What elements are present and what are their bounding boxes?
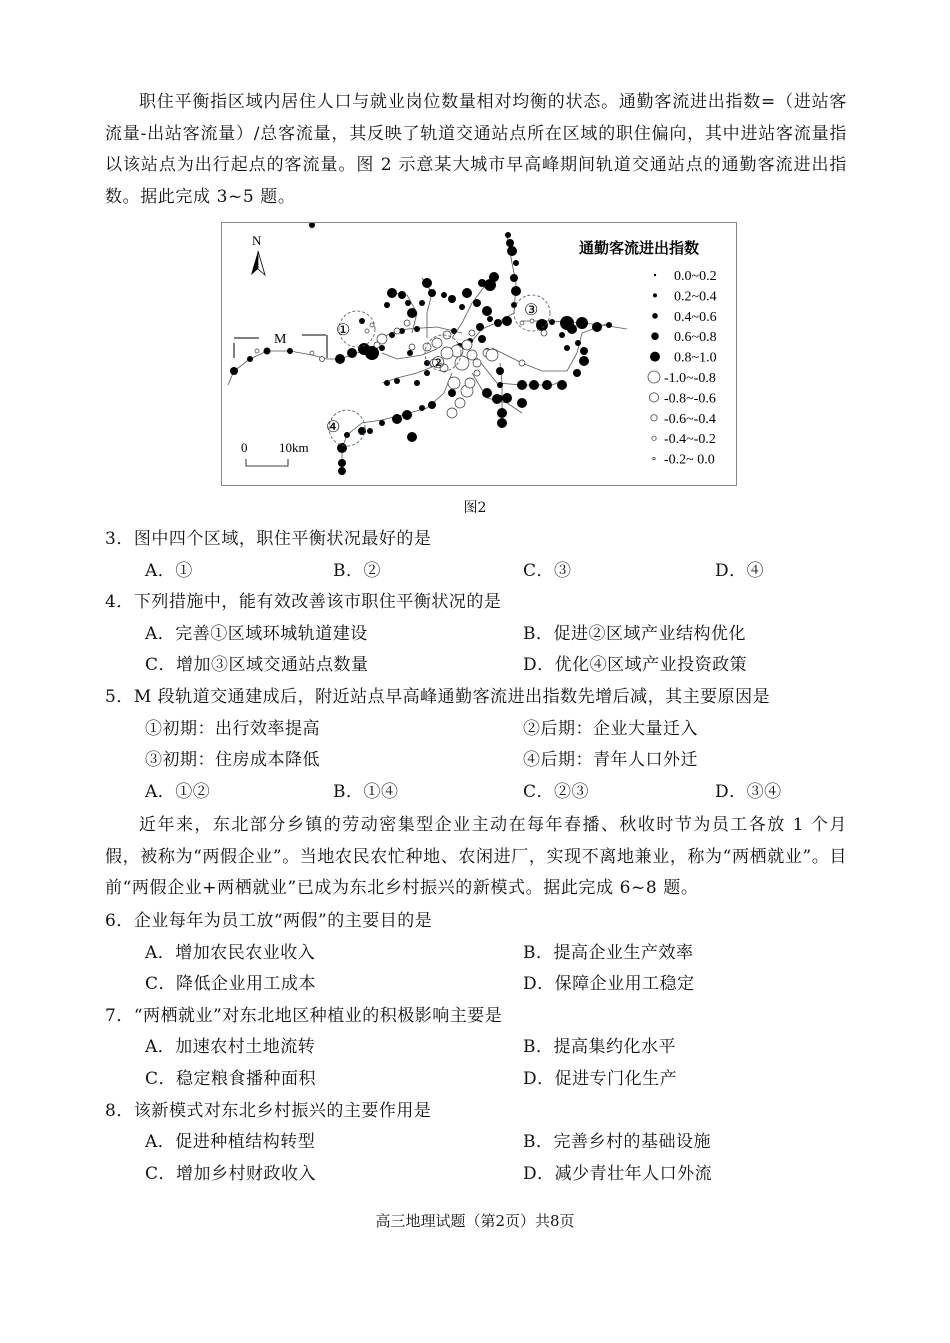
- answer-option[interactable]: B．提高企业生产效率: [523, 942, 694, 963]
- legend-marker: [653, 457, 655, 459]
- north-label: N: [252, 233, 262, 248]
- legend-label: -1.0~-0.8: [664, 371, 716, 386]
- station-positive: [576, 317, 588, 329]
- station-positive: [359, 318, 365, 324]
- station-positive: [287, 348, 293, 354]
- legend-label: 0.8~1.0: [674, 350, 717, 366]
- station-negative: [409, 344, 415, 350]
- station-negative: [467, 350, 477, 360]
- page-footer: 高三地理试题（第2页）共8页: [375, 1212, 575, 1230]
- legend-marker: [653, 293, 657, 297]
- station-positive: [510, 274, 518, 282]
- station-positive: [309, 223, 315, 228]
- station-positive: [494, 319, 502, 327]
- station-positive: [575, 340, 581, 346]
- station-positive: [451, 328, 457, 334]
- station-positive: [394, 378, 400, 384]
- station-negative: [310, 351, 314, 355]
- station-positive: [497, 382, 503, 388]
- station-positive: [367, 428, 373, 434]
- answer-option[interactable]: C．③: [523, 560, 572, 581]
- question-stem: 5．M 段轨道交通建成后，附近站点早高峰通勤客流进出指数先增后减，其主要原因是: [105, 687, 771, 707]
- station-positive: [335, 354, 345, 364]
- station-positive: [507, 246, 517, 256]
- legend-marker: [648, 371, 660, 383]
- station-negative: [469, 330, 475, 336]
- station-negative: [474, 370, 480, 376]
- station-negative: [455, 356, 469, 370]
- station-positive: [448, 389, 456, 397]
- station-positive: [478, 279, 486, 287]
- station-positive: [414, 380, 420, 386]
- passage-2: 近年来，东北部分乡镇的劳动密集型企业主动在每年春播、秋收时节为员工各放 1 个月假，被称为“两假企业”。当地农民农忙种地、农闲进厂，实现不离地兼业，称为“两栖就业”。目前“两假企业+两栖就业”已成为东北乡村振兴的新模式。据此完成 6~8 题。: [105, 815, 847, 899]
- answer-option[interactable]: C．稳定粮食播种面积: [145, 1069, 317, 1089]
- legend-marker: [652, 313, 658, 319]
- answer-option[interactable]: A．促进种植结构转型: [145, 1132, 316, 1153]
- station-positive: [405, 300, 411, 306]
- station-positive: [517, 380, 527, 390]
- station-positive: [230, 367, 238, 375]
- station-positive: [338, 459, 346, 467]
- question-stem: 4．下列措施中，能有效改善该市职住平衡状况的是: [105, 592, 502, 613]
- answer-option[interactable]: B．完善乡村的基础设施: [523, 1132, 711, 1153]
- station-positive: [478, 335, 486, 343]
- svg-text:0: 0: [241, 440, 248, 455]
- station-positive: [567, 324, 577, 334]
- station-positive: [511, 302, 517, 308]
- figure-caption: 图2: [463, 500, 487, 516]
- station-positive: [407, 350, 413, 356]
- station-positive: [564, 345, 570, 351]
- answer-option[interactable]: A．完善①区域环城轨道建设: [145, 623, 368, 644]
- station-positive: [579, 356, 589, 366]
- station-positive: [247, 356, 253, 362]
- station-positive: [344, 432, 350, 438]
- legend-marker: [652, 436, 656, 440]
- legend-title: 通勤客流进出指数: [579, 241, 700, 257]
- north-arrow: [251, 233, 265, 275]
- station-positive: [549, 319, 555, 325]
- answer-option[interactable]: A．①②: [145, 781, 211, 802]
- station-positive: [476, 323, 484, 331]
- station-positive: [407, 308, 417, 318]
- station-positive: [398, 291, 406, 299]
- legend: [579, 239, 717, 468]
- legend-marker: [650, 352, 660, 362]
- statement: ①初期：出行效率提高: [145, 718, 320, 739]
- station-positive: [419, 300, 425, 306]
- station-negative: [486, 349, 498, 361]
- station-positive: [517, 398, 527, 408]
- segment-m-label: M: [274, 332, 287, 347]
- zone-4-label: ④: [326, 419, 341, 436]
- station-positive: [606, 322, 612, 328]
- station-negative: [394, 328, 400, 334]
- station-negative: [530, 319, 534, 323]
- station-negative: [462, 340, 472, 350]
- station-positive: [542, 380, 552, 390]
- station-negative: [473, 359, 481, 367]
- station-positive: [414, 326, 420, 332]
- svg-text:10km: 10km: [279, 440, 309, 455]
- station-positive: [419, 405, 425, 411]
- station-positive: [482, 388, 492, 398]
- answer-option[interactable]: B．①④: [333, 781, 399, 802]
- statement: ②后期：企业大量迁入: [523, 718, 698, 739]
- station-positive: [573, 369, 581, 377]
- station-positive: [536, 319, 548, 331]
- station-positive: [402, 410, 412, 420]
- station-negative: [404, 320, 410, 326]
- station-positive: [384, 302, 390, 308]
- statement: ④后期：青年人口外迁: [523, 750, 698, 771]
- answer-option[interactable]: C．增加乡村财政收入: [145, 1163, 317, 1184]
- station-positive: [407, 432, 417, 442]
- station-positive: [511, 286, 521, 296]
- station-positive: [580, 347, 588, 355]
- zone-1-label: ①: [336, 322, 351, 339]
- station-positive: [448, 295, 456, 303]
- rail-station-map: [222, 223, 736, 485]
- station-negative: [520, 321, 524, 325]
- station-positive: [424, 370, 430, 376]
- station-negative: [455, 398, 465, 408]
- station-positive: [513, 260, 519, 266]
- answer-option[interactable]: D．保障企业用工稳定: [523, 974, 695, 995]
- station-positive: [389, 332, 395, 338]
- answer-option[interactable]: D．促进专门化生产: [523, 1069, 678, 1089]
- answer-option[interactable]: C．增加③区域交通站点数量: [145, 655, 369, 676]
- answer-option[interactable]: A．增加农民农业收入: [145, 942, 316, 963]
- station-negative: [365, 329, 369, 333]
- station-positive: [492, 394, 502, 404]
- question-stem: 7．“两栖就业”对东北地区种植业的积极影响主要是: [105, 1005, 503, 1026]
- station-positive: [489, 272, 499, 282]
- answer-option[interactable]: D．④: [715, 560, 765, 581]
- station-positive: [487, 316, 493, 322]
- station-positive: [459, 304, 465, 310]
- station-positive: [497, 408, 507, 418]
- legend-label: -0.8~-0.6: [664, 391, 716, 407]
- station-positive: [462, 288, 472, 298]
- answer-option[interactable]: A．①: [145, 560, 193, 581]
- zone-2-label: ②: [431, 355, 446, 372]
- station-positive: [428, 401, 436, 409]
- station-positive: [496, 367, 504, 375]
- legend-label: 0.2~0.4: [674, 289, 717, 305]
- station-positive: [422, 278, 432, 288]
- legend-label: -0.2~ 0.0: [664, 452, 715, 468]
- station-positive: [497, 418, 507, 428]
- station-negative: [370, 323, 374, 327]
- question-stem: 3．图中四个区域，职住平衡状况最好的是: [105, 529, 432, 549]
- legend-marker: [651, 415, 657, 421]
- answer-option[interactable]: C．②③: [523, 781, 590, 802]
- station-negative: [320, 357, 325, 362]
- legend-label: -0.4~-0.2: [664, 432, 716, 448]
- station-positive: [473, 299, 481, 307]
- station-negative: [541, 330, 547, 336]
- statement: ③初期：住房成本降低: [145, 750, 320, 771]
- answer-option[interactable]: B．②: [333, 560, 381, 581]
- station-negative: [432, 338, 442, 348]
- answer-option[interactable]: B．促进②区域产业结构优化: [523, 623, 746, 644]
- station-positive: [384, 380, 390, 386]
- legend-label: 0.4~0.6: [674, 309, 717, 325]
- station-positive: [482, 306, 492, 316]
- legend-label: 0.0~0.2: [674, 269, 717, 284]
- legend-marker: [654, 274, 656, 276]
- answer-option[interactable]: D．减少青壮年人口外流: [523, 1163, 713, 1184]
- station-positive: [379, 420, 385, 426]
- station-positive: [502, 316, 512, 326]
- rail-line: [492, 323, 609, 371]
- station-positive: [592, 322, 602, 332]
- station-positive: [347, 348, 357, 358]
- station-positive: [337, 443, 347, 453]
- legend-label: 0.6~0.8: [674, 330, 717, 346]
- scale-bar: [241, 440, 309, 466]
- zone-3-label: ③: [524, 302, 539, 319]
- legend-marker: [651, 332, 659, 340]
- answer-option[interactable]: C．降低企业用工成本: [145, 974, 317, 995]
- station-positive: [392, 414, 402, 424]
- station-negative: [465, 378, 475, 388]
- station-positive: [529, 380, 539, 390]
- station-positive: [441, 292, 447, 298]
- zone-circles: [326, 295, 550, 446]
- figure-2-map: [221, 222, 737, 486]
- answer-option[interactable]: A．加速农村土地流转: [145, 1037, 316, 1058]
- station-positive: [338, 467, 346, 475]
- passage-1: 职住平衡指区域内居住人口与就业岗位数量相对均衡的状态。通勤客流进出指数=（进站客流量-出站客流量）/总客流量，其反映了轨道交通站点所在区域的职住偏向，其中进站客流量指以该站点为出行起点的客流量。图 2 示意某大城市早高峰期间轨道交通站点的通勤客流进出指数。据此完成 3~5 题。: [105, 92, 847, 207]
- answer-option[interactable]: B．提高集约化水平: [523, 1037, 676, 1058]
- answer-option[interactable]: D．优化④区域产业投资政策: [523, 655, 748, 676]
- station-positive: [502, 393, 512, 403]
- station-positive: [557, 380, 567, 390]
- station-negative: [519, 360, 525, 366]
- station-positive: [264, 348, 271, 355]
- question-stem: 8．该新模式对东北乡村振兴的主要作用是: [105, 1100, 432, 1121]
- station-positive: [505, 232, 511, 238]
- station-positive: [506, 239, 514, 247]
- rail-line: [472, 373, 522, 413]
- station-positive: [428, 289, 436, 297]
- question-stem: 6．企业每年为员工放“两假”的主要目的是: [105, 911, 433, 931]
- station-negative: [447, 408, 457, 418]
- station-negative: [448, 377, 460, 389]
- station-positive: [559, 332, 565, 338]
- answer-option[interactable]: D．③④: [715, 781, 782, 802]
- station-negative: [374, 342, 380, 348]
- legend-marker: [649, 393, 658, 402]
- station-positive: [387, 288, 397, 298]
- station-negative: [255, 349, 259, 353]
- legend-label: -0.6~-0.4: [664, 411, 716, 427]
